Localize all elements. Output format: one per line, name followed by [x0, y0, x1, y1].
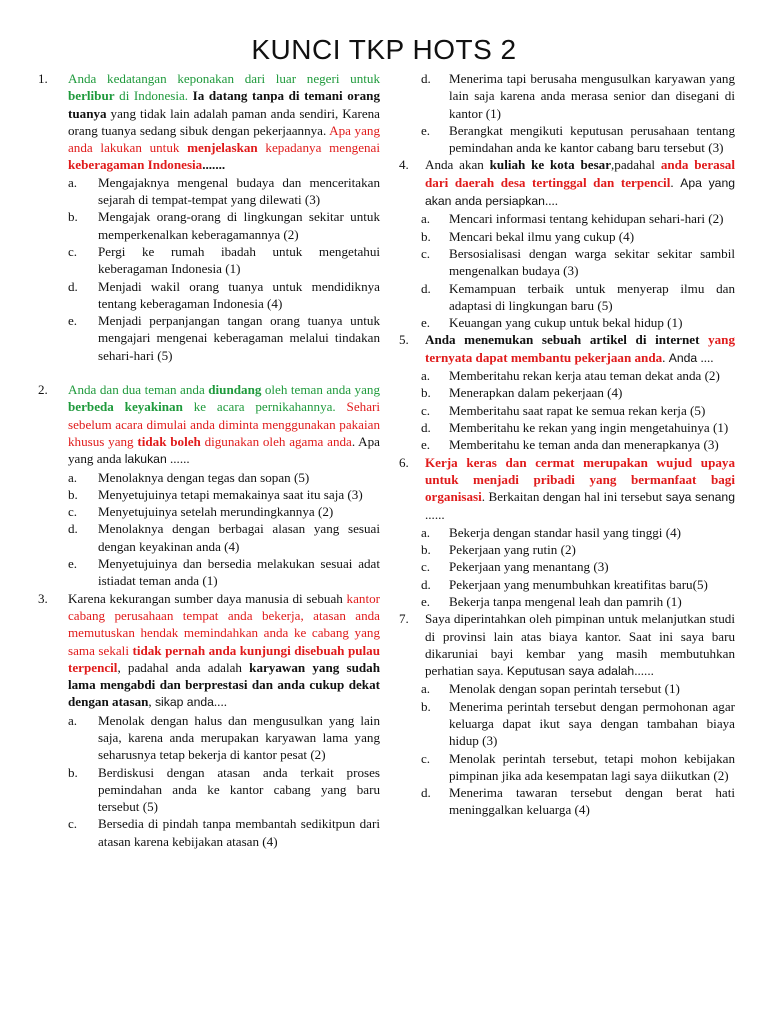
question-2	[30, 381, 380, 468]
text-segment: anda berasal dari daerah desa tertinggal dan terpencil	[425, 157, 735, 190]
question-7	[399, 610, 735, 680]
option-letter: a.	[68, 469, 78, 485]
option-text: Bekerja tanpa mengenal leah dan pamrih (1)	[449, 593, 682, 609]
option-text: Menerima tapi berusaha mengusulkan karyawan yang lain saja karena anda merasa senior dan disegani di kantor (1)	[449, 71, 735, 121]
question-number: 5.	[399, 332, 409, 348]
question-number: 1.	[38, 71, 48, 86]
question-number: 7.	[399, 611, 409, 627]
spacer	[30, 364, 380, 381]
option-letter: a.	[421, 524, 431, 540]
text-segment: Karena kekurangan sumber daya manusia di sebuah	[68, 590, 347, 606]
text-segment: Kerja keras dan cermat merupakan wujud upaya untuk menjadi pribadi yang bermanfaat bagi organisasi	[425, 454, 735, 505]
question-number: 6.	[399, 454, 409, 470]
option-letter: b.	[421, 228, 431, 244]
option-item	[399, 314, 735, 331]
option-item	[30, 764, 380, 816]
text-segment: . Berkaitan dengan hal ini tersebut	[481, 489, 666, 505]
option-letter: a.	[421, 681, 431, 697]
option-text: Pekerjaan yang menantang (3)	[449, 559, 609, 575]
option-text: Menerima perintah tersebut dengan permohonan agar keluarga dapat ikut saya dengan tambahan biaya hidup (3)	[449, 698, 735, 749]
question-text	[425, 331, 735, 367]
text-segment: menjelaskan	[187, 140, 258, 156]
option-letter: a.	[421, 368, 431, 384]
left-column	[30, 70, 380, 850]
option-list-continued	[399, 70, 735, 156]
option-list	[399, 680, 735, 818]
option-text: Berdiskusi dengan atasan anda terkait proses pemindahan anda ke kantor cabang yang baru tersebut (5)	[98, 764, 380, 815]
text-segment: yang ternyata dapat membantu pekerjaan anda	[425, 332, 735, 365]
option-letter: c.	[421, 402, 431, 418]
option-item	[399, 576, 735, 593]
text-segment: Anda menemukan sebuah artikel di internet	[425, 332, 709, 348]
question-number: 3.	[38, 590, 48, 606]
text-segment: Sehari sebelum acara dimulai anda diminta menggunakan pakaian khusus yang	[68, 399, 380, 449]
text-segment: kepadanya mengenai	[257, 140, 380, 156]
text-segment: ......	[166, 451, 190, 467]
option-text: Mengajak orang-orang di lingkungan sekitar untuk memperkenalkan keberagamannya (2)	[98, 209, 380, 242]
option-text: Menyetujuinya dan bersedia melakukan sesuai adat istiadat teman anda (1)	[98, 556, 380, 589]
option-item	[399, 680, 735, 697]
option-text: Menjadi wakil orang tuanya untuk mendidiknya tentang keberagaman Indonesia (4)	[98, 278, 380, 311]
option-list	[399, 367, 735, 453]
option-letter: c.	[421, 750, 431, 766]
question-text	[68, 590, 380, 712]
question-4	[399, 156, 735, 210]
option-text: Kemampuan terbaik untuk menyerap ilmu dan adaptasi di lingkungan baru (5)	[449, 280, 735, 313]
text-segment: kuliah ke kota besar	[489, 157, 612, 173]
option-item	[399, 402, 735, 419]
option-text: Menolaknya dengan berbagai alasan yang sesuai dengan keyakinan anda (4)	[98, 521, 380, 554]
text-segment: Anda dan dua teman anda	[68, 382, 209, 398]
question-5	[399, 331, 735, 367]
option-item	[399, 122, 735, 157]
option-text: Memberitahu saat rapat ke semua rekan kerja (5)	[449, 402, 706, 418]
option-item	[399, 384, 735, 401]
option-item	[30, 243, 380, 278]
text-segment: ....	[544, 193, 559, 209]
option-item	[399, 280, 735, 315]
option-text: Berangkat mengikuti keputusan perusahaan tentang pemindahan anda ke kantor cabang baru tersebut (3)	[449, 122, 735, 156]
option-list	[30, 712, 380, 850]
text-segment: ke acara pernikahannya.	[182, 399, 347, 415]
question-text	[425, 156, 735, 210]
option-letter: a.	[68, 174, 78, 190]
text-segment: . Apa yang anda	[68, 433, 380, 467]
option-item	[399, 245, 735, 280]
option-letter: b.	[68, 486, 78, 502]
option-letter: d.	[421, 71, 431, 86]
option-text: Bersosialisasi dengan warga sekitar sekitar sambil mengenalkan budaya (3)	[449, 245, 735, 279]
text-segment: berlibur	[68, 88, 115, 104]
option-letter: e.	[421, 593, 431, 609]
text-segment: Saya diperintahkan oleh pimpinan untuk melanjutkan studi di provinsi lain atas biaya kantor. Saat ini saya baru dikaruniai bayi kembar yang masih membutuhkan perhatian saya.	[425, 611, 735, 679]
option-letter: c.	[68, 816, 78, 832]
option-item	[399, 784, 735, 819]
option-item	[399, 70, 735, 122]
option-letter: e.	[421, 437, 431, 453]
option-text: Menjadi perpanjangan tangan orang tuanya untuk mengajari mengenai keberagaman melalui tindakan sehari-hari (5)	[98, 313, 380, 363]
text-segment: Apa yang anda lakukan untuk	[68, 122, 380, 156]
option-item	[30, 815, 380, 850]
option-item	[30, 503, 380, 520]
question-number: 2.	[38, 382, 48, 398]
option-letter: d.	[68, 521, 78, 537]
option-text: Menerapkan dalam pekerjaan (4)	[449, 385, 623, 401]
question-text	[68, 381, 380, 468]
option-item	[399, 558, 735, 575]
text-segment: tidak pernah anda kunjungi disebuah pulau terpencil	[68, 642, 380, 675]
option-item	[30, 520, 380, 555]
option-list	[30, 469, 380, 590]
option-list	[399, 210, 735, 331]
option-letter: b.	[421, 385, 431, 401]
option-letter: d.	[421, 785, 431, 801]
option-text: Menyetujuinya setelah merundingkannya (2)	[98, 504, 334, 520]
text-segment: berbeda keyakinan	[68, 399, 183, 415]
text-segment: ......	[425, 507, 445, 523]
text-segment: tidak boleh	[137, 433, 201, 449]
option-item	[30, 469, 380, 486]
option-text: Mencari bekal ilmu yang cukup (4)	[449, 228, 635, 244]
option-item	[399, 593, 735, 610]
option-item	[399, 228, 735, 245]
option-letter: d.	[421, 280, 431, 296]
option-text: Menolak dengan sopan perintah tersebut (1)	[449, 681, 680, 697]
option-text: Menolak perintah tersebut, tetapi mohon kebijakan pimpinan jika ada kesempatan lagi saya diikutkan (2)	[449, 750, 735, 783]
option-list	[399, 524, 735, 610]
text-segment: di Indonesia.	[114, 88, 193, 104]
option-letter: e.	[68, 313, 78, 329]
option-text: Menerima tawaran tersebut dengan berat hati meninggalkan keluarga (4)	[449, 785, 735, 818]
text-segment: keberagaman Indonesia	[68, 157, 203, 173]
option-letter: e.	[68, 556, 78, 572]
option-item	[30, 712, 380, 764]
question-number: 4.	[399, 157, 409, 173]
text-segment: Anda kedatangan keponakan dari luar negeri untuk	[68, 71, 380, 86]
page-title: KUNCI TKP HOTS 2	[251, 34, 517, 65]
text-segment: karyawan yang sudah lama mengabdi dan berprestasi dan anda cukup dekat dengan atasan	[68, 659, 380, 710]
text-segment: ......	[634, 663, 654, 679]
option-letter: e.	[421, 315, 431, 331]
option-item	[399, 541, 735, 558]
option-letter: b.	[421, 698, 431, 714]
option-item	[30, 278, 380, 313]
option-letter: a.	[68, 712, 78, 728]
question-text	[425, 610, 735, 680]
text-segment: oleh teman anda yang	[261, 382, 380, 398]
option-letter: c.	[68, 243, 78, 259]
option-text: Bersedia di pindah tanpa membantah sedikitpun dari atasan karena kebijakan atasan (4)	[98, 816, 380, 849]
question-text	[425, 454, 735, 524]
option-item	[30, 312, 380, 364]
option-text: Mengajaknya mengenal budaya dan menceritakan sejarah di tempat-tempat yang dilewati (3)	[98, 174, 380, 208]
option-letter: a.	[421, 211, 431, 227]
text-segment: kantor cabang perusahaan tempat anda bekerja, atasan anda memutuskan hendak memindahkan anda ke cabang yang sama sekali	[68, 590, 380, 658]
option-item	[30, 208, 380, 243]
text-segment: .	[670, 174, 681, 190]
option-letter: d.	[421, 576, 431, 592]
option-letter: b.	[68, 764, 78, 780]
text-segment: ,padahal	[611, 157, 661, 173]
text-segment: Ia datang tanpa di temani orang tuanya	[68, 88, 380, 121]
option-item	[399, 698, 735, 750]
text-segment: diundang	[208, 382, 262, 398]
option-text: Menolaknya dengan tegas dan sopan (5)	[98, 469, 310, 485]
question-6	[399, 454, 735, 524]
option-item	[399, 436, 735, 453]
option-letter: b.	[68, 209, 78, 225]
option-item	[30, 486, 380, 503]
option-letter: c.	[421, 559, 431, 575]
text-segment: ....	[213, 694, 227, 710]
text-segment: ....	[697, 349, 714, 365]
option-letter: e.	[421, 122, 431, 138]
option-list	[30, 174, 380, 364]
option-text: Bekerja dengan standar hasil yang tinggi (4)	[449, 524, 681, 540]
option-item	[399, 210, 735, 227]
text-segment: Anda akan	[425, 157, 490, 173]
option-text: Pekerjaan yang rutin (2)	[449, 542, 576, 558]
text-segment: Keputusan saya adalah	[506, 664, 635, 679]
text-segment: .	[662, 349, 669, 365]
option-item	[30, 174, 380, 209]
option-letter: c.	[68, 504, 78, 520]
text-segment: Apa yang akan anda persiapkan	[425, 175, 735, 209]
text-segment: sikap anda	[154, 695, 214, 710]
option-text: Memberitahu rekan kerja atau teman dekat anda (2)	[449, 368, 720, 384]
text-segment: yang tidak lain adalah paman anda sendiri, Karena orang tuanya sedang sibuk dengan pekerjaannya.	[68, 105, 380, 138]
option-letter: c.	[421, 245, 431, 261]
question-text	[68, 70, 380, 174]
option-item	[399, 524, 735, 541]
question-1	[30, 70, 380, 174]
question-3	[30, 590, 380, 712]
option-text: Menolak dengan halus dan mengusulkan yang lain saja, karena anda merupakan karyawan lama yang seharusnya tetap bekerja di kantor pesat (2)	[98, 712, 380, 763]
option-text: Memberitahu ke rekan yang ingin mengetahuinya (1)	[449, 419, 729, 435]
option-item	[399, 750, 735, 785]
option-text: Pekerjaan yang menumbuhkan kreatifitas baru(5)	[449, 576, 708, 592]
option-text: Mencari informasi tentang kehidupan sehari-hari (2)	[449, 211, 724, 227]
option-text: Pergi ke rumah ibadah untuk mengetahui keberagaman Indonesia (1)	[98, 243, 380, 277]
right-column	[399, 70, 735, 819]
option-item	[399, 419, 735, 436]
option-letter: b.	[421, 542, 431, 558]
option-item	[30, 555, 380, 590]
option-text: Menyetujuinya tetapi memakainya saat itu saja (3)	[98, 486, 363, 502]
option-letter: d.	[68, 278, 78, 294]
option-text: Keuangan yang cukup untuk bekal hidup (1)	[449, 315, 683, 331]
option-item	[399, 367, 735, 384]
text-segment: ,	[148, 694, 155, 710]
option-letter: d.	[421, 419, 431, 435]
text-segment: lakukan	[124, 452, 167, 467]
text-segment: digunakan oleh agama anda	[200, 433, 352, 449]
text-segment: .......	[202, 157, 226, 173]
text-segment: Anda	[668, 350, 698, 365]
option-text: Memberitahu ke teman anda dan menerapkanya (3)	[449, 437, 719, 453]
text-segment: saya senang	[665, 490, 735, 505]
text-segment: , padahal anda adalah	[117, 659, 250, 675]
